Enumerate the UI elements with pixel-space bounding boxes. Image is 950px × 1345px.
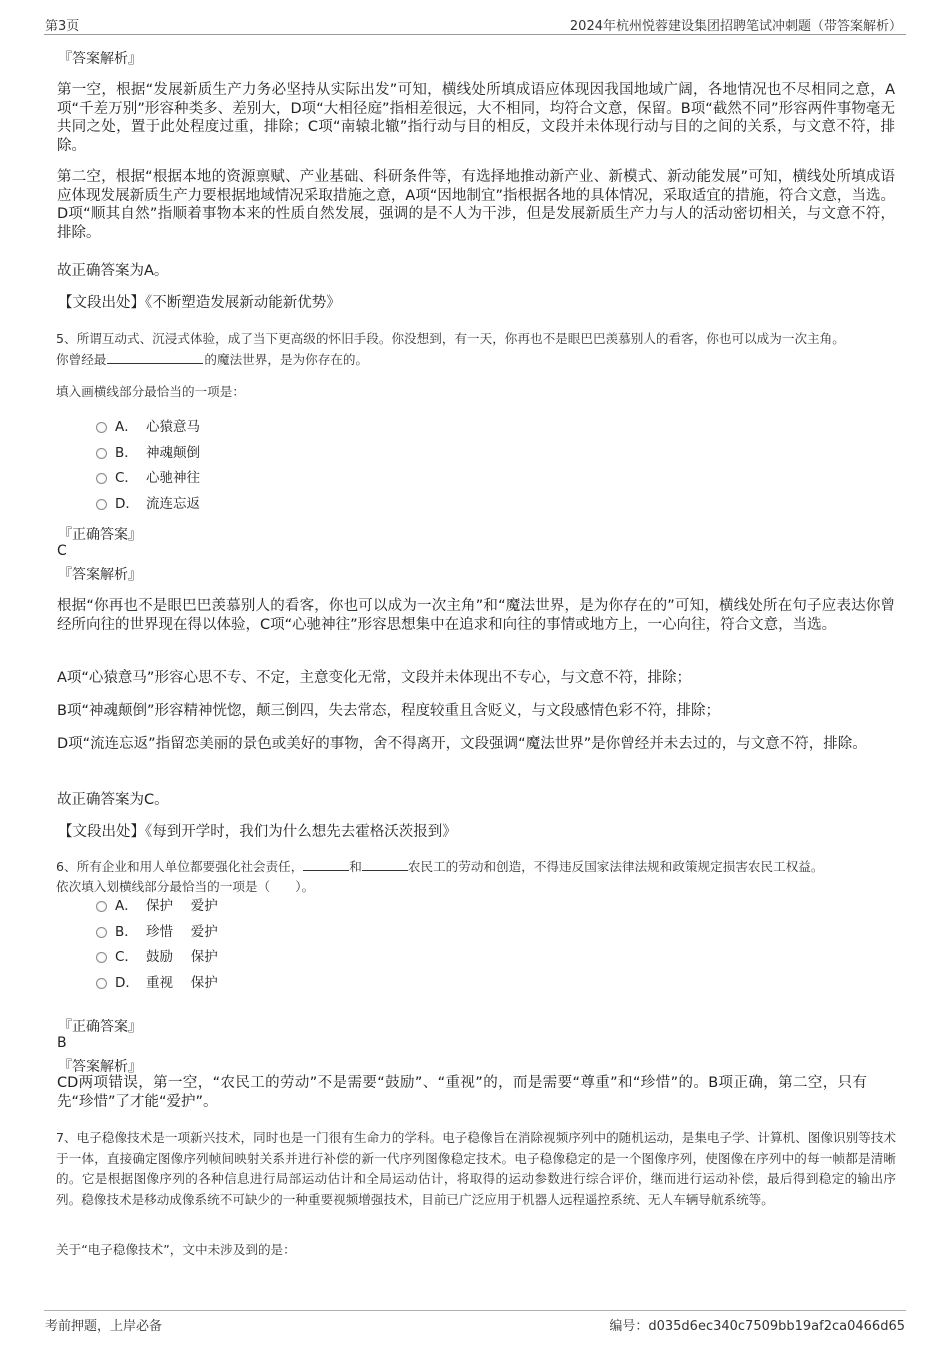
option-key: A．	[115, 419, 138, 435]
question-prompt: 填入画横线部分最恰当的一项是：	[56, 384, 245, 399]
text-segment: 和	[349, 859, 362, 874]
text-segment: 的魔法世界，是为你存在的。	[204, 352, 369, 367]
radio-icon[interactable]	[96, 927, 107, 938]
text-segment: 6、所有企业和用人单位都要强化社会责任，	[56, 859, 304, 874]
fill-blank	[362, 856, 408, 871]
option-d[interactable]	[96, 494, 200, 514]
option-c[interactable]	[96, 468, 200, 488]
option-key: C．	[115, 470, 138, 486]
option-text: 鼓励 保护	[146, 949, 218, 965]
footer-divider	[44, 1310, 906, 1311]
option-b[interactable]	[96, 922, 218, 942]
correct-answer-label: 『正确答案』	[58, 527, 142, 543]
conclusion: 故正确答案为A。	[57, 263, 169, 279]
code-label: 编号：	[609, 1319, 649, 1334]
analysis-paragraph: CD两项错误，第一空，“农民工的劳动”不是需要“鼓励”、“重视”的，而是需要“尊重”和“珍惜”的。B项正确，第二空，只有先“珍惜”了才能“爱护”。	[57, 1075, 867, 1110]
answer-analysis-label: 『答案解析』	[58, 567, 142, 583]
option-key: B．	[115, 924, 138, 940]
option-b[interactable]	[96, 443, 200, 463]
text-segment: 农民工的劳动和创造，不得违反国家法律法规和政策规定损害农民工权益。	[407, 859, 824, 874]
option-key: D．	[115, 496, 139, 512]
option-key: B．	[115, 445, 138, 461]
answer-analysis-label: 『答案解析』	[58, 51, 142, 67]
radio-icon[interactable]	[96, 473, 107, 484]
question-line: 5、所谓互动式、沉浸式体验，成了当下更高级的怀旧手段。你没想到，有一天，你再也不是眼巴巴羡慕别人的看客，你也可以成为一次主角。	[56, 331, 845, 346]
question-line	[56, 349, 896, 370]
document-title: 2024年杭州悦蓉建设集团招聘笔试冲刺题（带答案解析）	[569, 19, 902, 34]
option-text: 重视 保护	[146, 975, 218, 991]
question-prompt: 关于“电子稳像技术”，文中未涉及到的是：	[56, 1242, 296, 1257]
option-c[interactable]	[96, 947, 218, 967]
radio-icon[interactable]	[96, 952, 107, 963]
option-text: 心驰神往	[146, 470, 200, 486]
fill-blank	[107, 349, 203, 364]
option-text: 心猿意马	[146, 419, 200, 435]
option-key: D．	[115, 975, 139, 991]
option-a[interactable]	[96, 417, 200, 437]
question-line: 依次填入划横线部分最恰当的一项是（ ）。	[56, 879, 315, 894]
document-code	[609, 1315, 905, 1334]
answer-analysis-label: 『答案解析』	[58, 1059, 142, 1075]
analysis-paragraph: 根据“你再也不是眼巴巴羡慕别人的看客，你也可以成为一次主角”和“魔法世界，是为你存在的”可知，横线处所在句子应表达你曾经所向往的世界现在得以体验，C项“心驰神往”形容思想集中在追求和向往的事情或地方上，一心向往，符合文意，当选。	[57, 598, 895, 633]
text-segment: 你曾经最	[56, 352, 107, 367]
option-key: C．	[115, 949, 138, 965]
footer-slogan: 考前押题，上岸必备	[45, 1319, 163, 1334]
conclusion: 故正确答案为C。	[57, 792, 169, 808]
source-citation: 【文段出处】《不断塑造发展新动能新优势》	[58, 295, 341, 311]
radio-icon[interactable]	[96, 448, 107, 459]
option-d[interactable]	[96, 973, 218, 993]
question-6-stem	[56, 856, 896, 897]
correct-answer: C	[57, 543, 67, 559]
analysis-paragraph: 第一空，根据“发展新质生产力务必坚持从实际出发”可知，横线处所填成语应体现因我国地域广阔，各地情况也不尽相同之意，A项“千差万别”形容种类多、差别大，D项“大相径庭”指相差很远，大不相同，均符合文意，保留。B项“截然不同”形容两件事物毫无共同之处，置于此处程度过重，排除；C项“南辕北辙”指行动与目的相反，文段并未体现行动与目的之间的关系，与文意不符，排除。	[57, 82, 895, 154]
fill-blank	[303, 856, 349, 871]
question-5-stem	[56, 329, 896, 370]
radio-icon[interactable]	[96, 901, 107, 912]
page-number: 第3页	[45, 19, 80, 34]
analysis-paragraph: A项“心猿意马”形容心思不专、不定，主意变化无常，文段并未体现出不专心，与文意不符，排除；	[57, 670, 691, 686]
question-7-stem: 7、电子稳像技术是一项新兴技术，同时也是一门很有生命力的学科。电子稳像旨在消除视频序列中的随机运动，是集电子学、计算机、图像识别等技术于一体，直接确定图像序列帧间映射关系并进行补偿的新一代序列图像稳定技术。电子稳像稳定的是一个图像序列，使图像在序列中的每一帧都是清晰的。它是根据图像序列的各种信息进行局部运动估计和全局运动估计，将取得的运动参数进行综合评价，继而进行运动补偿，最后得到稳定的输出序列。稳像技术是移动成像系统不可缺少的一种重要视频增强技术，目前已广泛应用于机器人远程遥控系统、无人车辆导航系统等。	[56, 1130, 896, 1207]
question-line	[56, 856, 896, 877]
option-key: A．	[115, 898, 138, 914]
code-value: d035d6ec340c7509bb19af2ca0466d65	[648, 1319, 905, 1334]
correct-answer: B	[57, 1035, 67, 1051]
analysis-paragraph: 第二空，根据“根据本地的资源禀赋、产业基础、科研条件等，有选择地推动新产业、新模式、新动能发展”可知，横线处所填成语应体现发展新质生产力要根据地域情况采取措施之意，A项“因地制宜”指根据各地的具体情况，采取适宜的措施，符合文意，当选。D项“顺其自然”指顺着事物本来的性质自然发展，强调的是不人为干涉，但是发展新质生产力与人的活动密切相关，与文意不符，排除。	[57, 169, 895, 241]
radio-icon[interactable]	[96, 499, 107, 510]
source-citation: 【文段出处】《每到开学时，我们为什么想先去霍格沃茨报到》	[58, 824, 457, 840]
analysis-paragraph: D项“流连忘返”指留恋美丽的景色或美好的事物，舍不得离开，文段强调“魔法世界”是你曾经并未去过的，与文意不符，排除。	[57, 736, 867, 752]
option-a[interactable]	[96, 896, 218, 916]
radio-icon[interactable]	[96, 422, 107, 433]
option-text: 保护 爱护	[146, 898, 218, 914]
option-text: 珍惜 爱护	[146, 924, 218, 940]
option-text: 神魂颠倒	[146, 445, 200, 461]
header-divider	[44, 34, 906, 35]
correct-answer-label: 『正确答案』	[58, 1019, 142, 1035]
analysis-paragraph: B项“神魂颠倒”形容精神恍惚，颠三倒四，失去常态，程度较重且含贬义，与文段感情色彩不符，排除；	[57, 703, 720, 719]
radio-icon[interactable]	[96, 978, 107, 989]
option-text: 流连忘返	[146, 496, 200, 512]
